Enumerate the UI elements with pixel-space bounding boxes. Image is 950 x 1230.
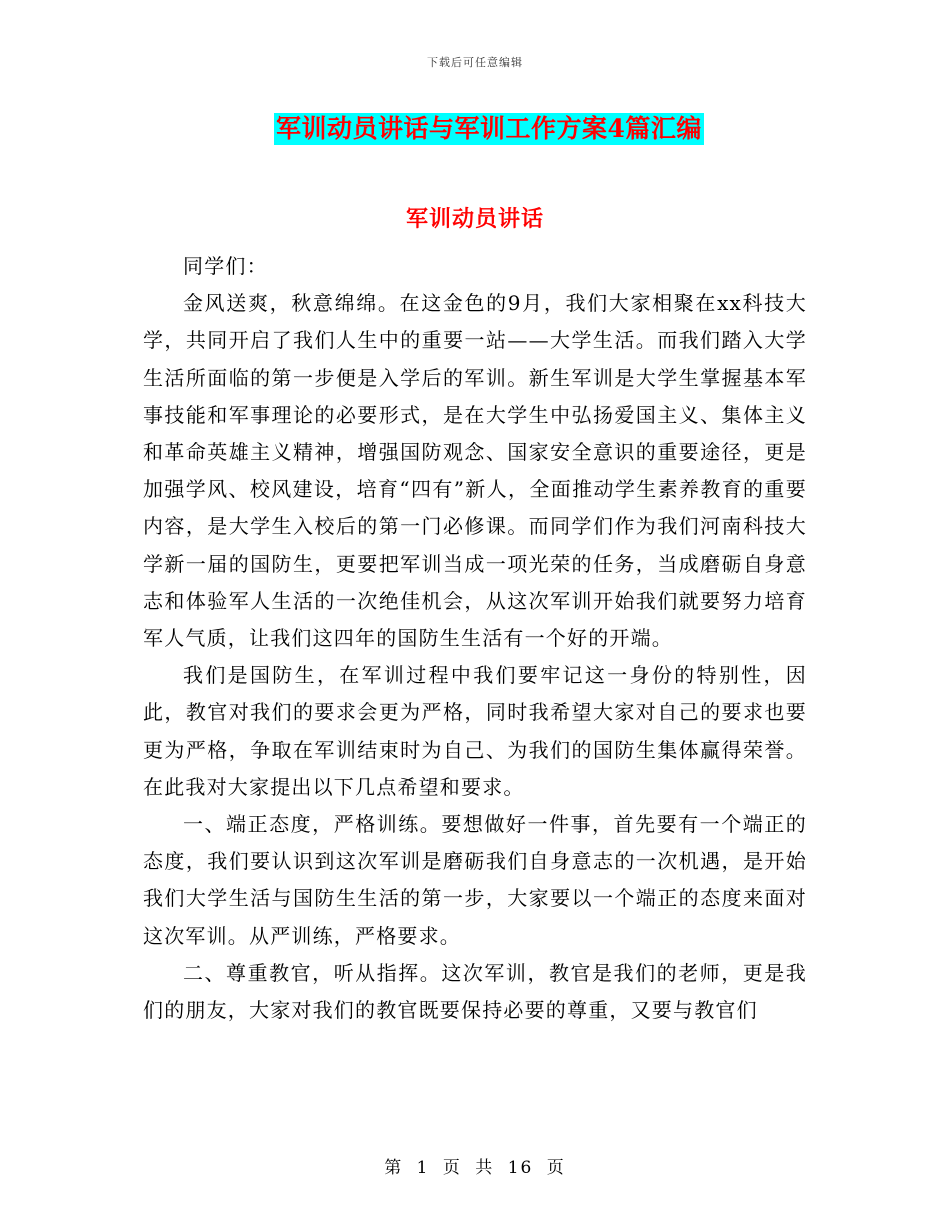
salutation-paragraph: 同学们： xyxy=(183,254,268,278)
body-paragraph-2: 我们是国防生，在军训过程中我们要牢记这一身份的特别性，因此，教官对我们的要求会更为严格，同时我希望大家对自己的要求也要更为严格，争取在军训结束时为自己、为我们的国防生集体赢得荣誉。在此我对大家提出以下几点希望和要求。 xyxy=(143,663,807,799)
body-paragraph-1: 金风送爽，秋意绵绵。在这金色的9月，我们大家相聚在xx科技大学，共同开启了我们人生中的重要一站——大学生活。而我们踏入大学生活所面临的第一步便是入学后的军训。新生军训是大学生掌握基本军事技能和军事理论的必要形式，是在大学生中弘扬爱国主义、集体主义和革命英雄主义精神，增强国防观念、国家安全意识的重要途径，更是加强学风、校风建设，培育“四有”新人，全面推动学生素养教育的重要内容，是大学生入校后的第一门必修课。而同学们作为我们河南科技大学新一届的国防生，更要把军训当成一项光荣的任务，当成磨砺自身意志和体验军人生活的一次绝佳机会，从这次军训开始我们就要努力培育军人气质，让我们这四年的国防生生活有一个好的开端。 xyxy=(143,291,807,651)
page-number-footer: 第 1 页 共 16 页 xyxy=(384,1158,566,1178)
header-note: 下载后可任意编辑 xyxy=(427,56,523,69)
section-title: 军训动员讲话 xyxy=(405,206,544,232)
document-title: 军训动员讲话与军训工作方案4篇汇编 xyxy=(276,114,702,143)
document-body xyxy=(143,248,807,1029)
body-paragraph-4: 二、尊重教官，听从指挥。这次军训，教官是我们的老师，更是我们的朋友，大家对我们的教官既要保持必要的尊重，又要与教官们 xyxy=(143,960,807,1023)
body-paragraph-3: 一、端正态度，严格训练。要想做好一件事，首先要有一个端正的态度，我们要认识到这次军训是磨砺我们自身意志的一次机遇，是开始我们大学生活与国防生生活的第一步，大家要以一个端正的态度来面对这次军训。从严训练，严格要求。 xyxy=(143,812,807,948)
